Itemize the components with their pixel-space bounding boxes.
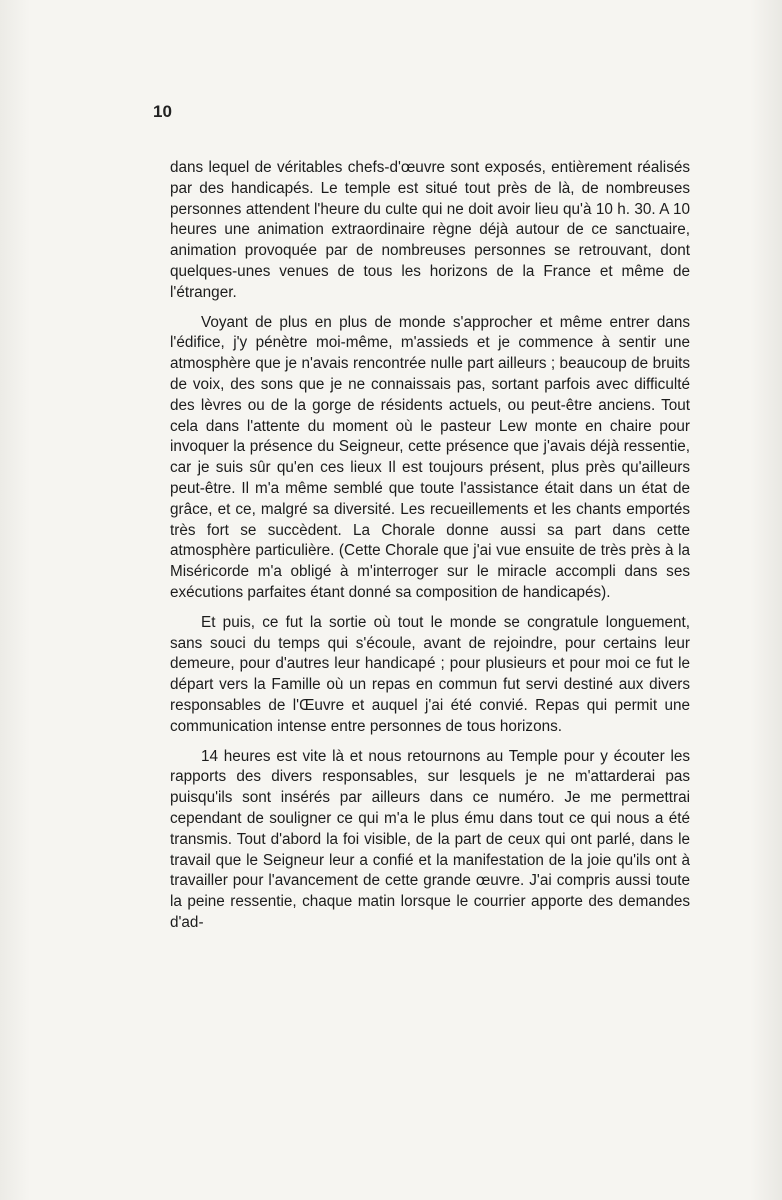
paragraph-departure-meal: Et puis, ce fut la sortie où tout le monde se congratule longuement, sans souci du temps qui s'écoule, avant de rejoindre, pour certains leur demeure, pour d'autres leur handicapé ; pour plusieurs et pour moi ce fut le départ vers la Famille où un repas en commun fut servi destiné aux divers responsables de l'Œuvre et auquel j'ai été convié. Repas qui permit une communication intense entre personnes de tous horizons. [170, 613, 690, 735]
page-number: 10 [153, 102, 172, 121]
paragraph-afternoon-reports: 14 heures est vite là et nous retournons au Temple pour y écouter les rapports des divers responsables, sur lesquels je ne m'attarderai pas puisqu'ils sont insérés par ailleurs dans ce numéro. Je me permettrai cependant de souligner ce qui m'a le plus ému dans tout ce qui nous a été transmis. Tout d'abord la foi visible, de la part de ceux qui ont parlé, dans le travail que le Seigneur leur a confié et la manifestation de la joie qu'ils ont à travailler pour l'avancement de cette grande œuvre. J'ai compris aussi toute la peine ressentie, chaque matin lorsque le courrier apporte des demandes d'ad- [170, 747, 690, 931]
paragraph-continuation: dans lequel de véritables chefs-d'œuvre sont exposés, entièrement réalisés par des handicapés. Le temple est situé tout près de là, de nombreuses personnes attendent l'heure du culte qui ne doit avoir lieu qu'à 10 h. 30. A 10 heures une animation extraordinaire règne déjà autour de ce sanctuaire, animation provoquée par de nombreuses personnes se retrouvant, dont quelques-unes venues de tous les horizons de la France et même de l'étranger. [170, 159, 690, 301]
body-text [170, 158, 690, 934]
paragraph-worship-service: Voyant de plus en plus de monde s'approcher et même entrer dans l'édifice, j'y pénètre moi-même, m'assieds et je commence à sentir une atmosphère que je n'avais rencontrée nulle part ailleurs ; beaucoup de bruits de voix, des sons que je ne connaissais pas, sortant parfois avec difficulté des lèvres ou de la gorge de résidents actuels, ou peut-être anciens. Tout cela dans l'attente du moment où le pasteur Lew monte en chaire pour invoquer la présence du Seigneur, cette présence que j'avais déjà ressentie, car je suis sûr qu'en ces lieux Il est toujours présent, plus près qu'ailleurs peut-être. Il m'a même semblé que toute l'assistance était dans un état de grâce, et ce, malgré sa diversité. Les recueillements et les chants emportés très fort se succèdent. La Chorale donne aussi sa part dans cette atmosphère particulière. (Cette Chorale que j'ai vue ensuite de très près à la Miséricorde m'a obligé à m'interroger sur le miracle accompli dans ses exécutions parfaites étant donné sa composition de handicapés). [170, 313, 690, 601]
